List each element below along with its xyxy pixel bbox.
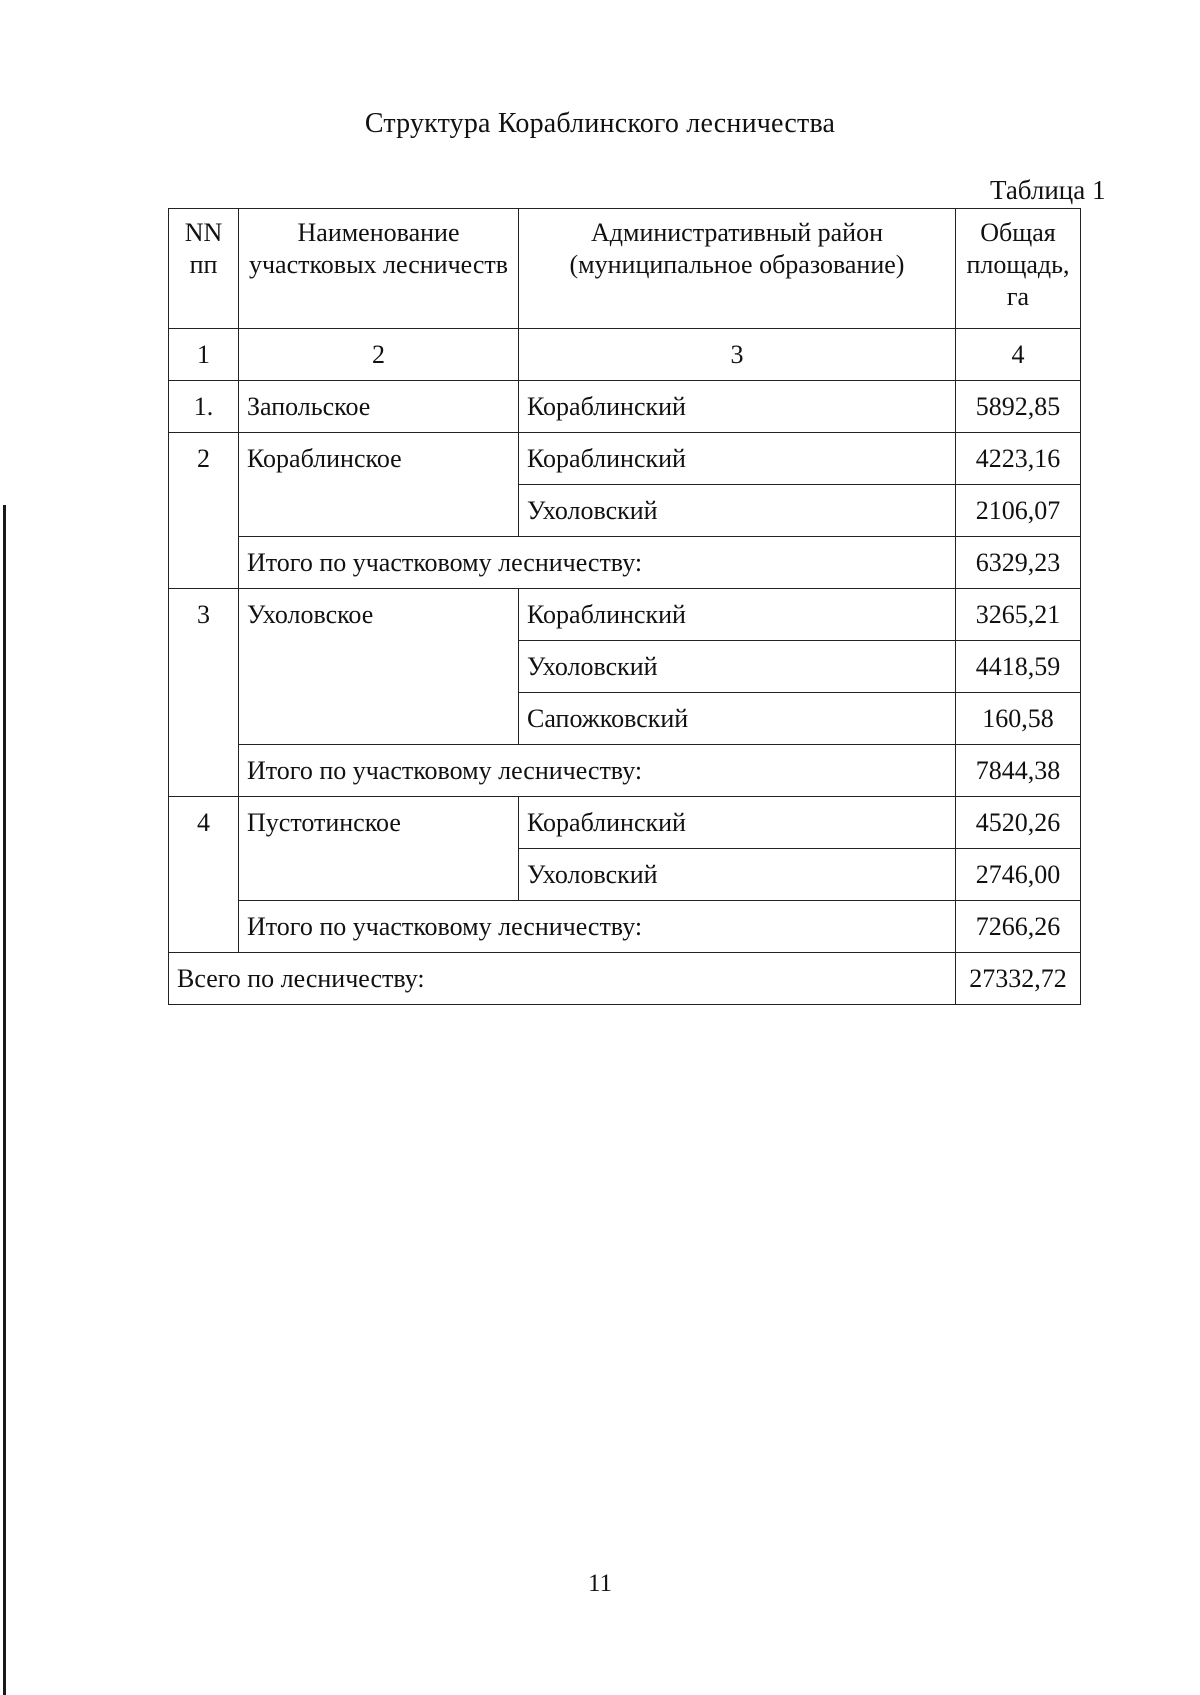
district-name: Кораблинский: [519, 797, 956, 849]
subtotal-value: 7844,38: [956, 745, 1081, 797]
total-row: [169, 953, 1081, 1005]
document-title: Структура Кораблинского лесничества: [364, 108, 836, 139]
page-number: 11: [587, 1570, 613, 1597]
forestry-name: Ухоловское: [239, 589, 519, 745]
column-number: 1: [169, 329, 239, 381]
row-number: 4: [169, 797, 239, 953]
district-name: Сапожковский: [519, 693, 956, 745]
header-district: Административный район (муниципальное образование): [519, 209, 956, 329]
area-value: 5892,85: [956, 381, 1081, 433]
area-value: 4520,26: [956, 797, 1081, 849]
district-name: Ухоловский: [519, 849, 956, 901]
forestry-structure-table: [168, 208, 1081, 1005]
header-name: Наименование участковых лесничеств: [239, 209, 519, 329]
forestry-name: Пустотинское: [239, 797, 519, 901]
subtotal-label: Итого по участковому лесничеству:: [239, 537, 956, 589]
column-number-row: [169, 329, 1081, 381]
area-value: 4223,16: [956, 433, 1081, 485]
subtotal-row: [169, 537, 1081, 589]
table-header-row: [169, 209, 1081, 329]
row-number: 1.: [169, 381, 239, 433]
subtotal-label: Итого по участковому лесничеству:: [239, 745, 956, 797]
subtotal-label: Итого по участковому лесничеству:: [239, 901, 956, 953]
column-number: 2: [239, 329, 519, 381]
district-name: Ухоловский: [519, 485, 956, 537]
area-value: 160,58: [956, 693, 1081, 745]
row-number: 3: [169, 589, 239, 797]
table-label: Таблица 1: [990, 175, 1106, 205]
area-value: 4418,59: [956, 641, 1081, 693]
subtotal-value: 7266,26: [956, 901, 1081, 953]
district-name: Кораблинский: [519, 589, 956, 641]
table-row: [169, 433, 1081, 485]
subtotal-value: 6329,23: [956, 537, 1081, 589]
table-row: [169, 797, 1081, 849]
column-number: 4: [956, 329, 1081, 381]
column-number: 3: [519, 329, 956, 381]
subtotal-row: [169, 745, 1081, 797]
header-area: Общая площадь, га: [956, 209, 1081, 329]
subtotal-row: [169, 901, 1081, 953]
area-value: 2746,00: [956, 849, 1081, 901]
district-name: Кораблинский: [519, 433, 956, 485]
area-value: 2106,07: [956, 485, 1081, 537]
scan-edge-line: [3, 505, 6, 1695]
table-row: [169, 589, 1081, 641]
total-label: Всего по лесничеству:: [169, 953, 956, 1005]
area-value: 3265,21: [956, 589, 1081, 641]
district-name: Ухоловский: [519, 641, 956, 693]
total-value: 27332,72: [956, 953, 1081, 1005]
row-number: 2: [169, 433, 239, 589]
table-row: [169, 381, 1081, 433]
forestry-name: Запольское: [239, 381, 519, 433]
district-name: Кораблинский: [519, 381, 956, 433]
header-num: NN пп: [169, 209, 239, 329]
forestry-name: Кораблинское: [239, 433, 519, 537]
